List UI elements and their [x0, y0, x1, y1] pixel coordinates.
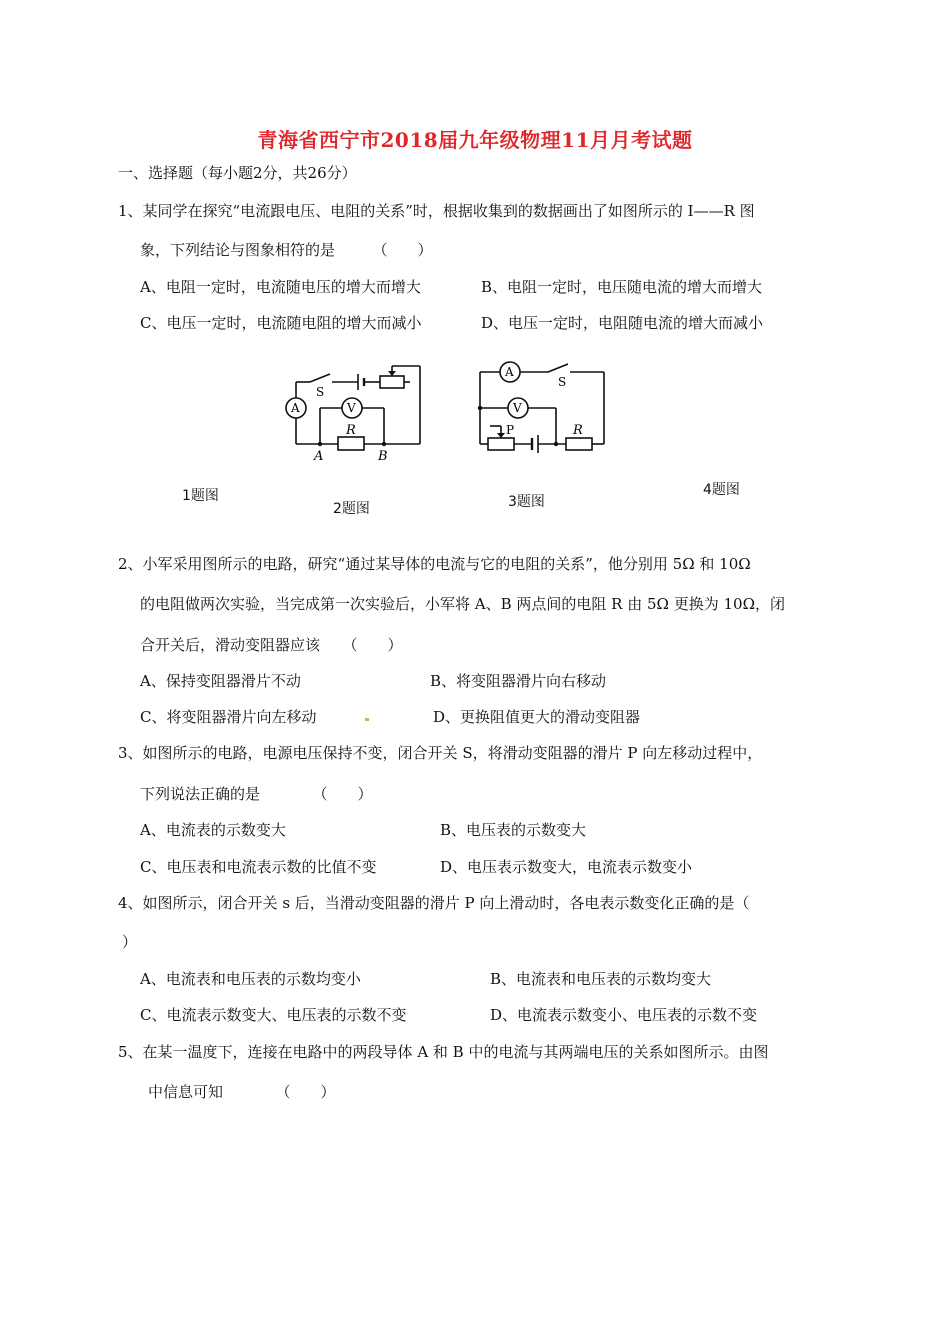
figure-3-caption: 3题图	[508, 494, 545, 510]
q3-stem-line2: 下列说法正确的是 （ ）	[140, 785, 373, 803]
q4-option-b: B、电流表和电压表的示数均变大	[490, 970, 712, 988]
q1-option-d: D、电压一定时，电阻随电流的增大而减小	[481, 314, 764, 332]
figure-1-caption: 1题图	[182, 488, 219, 504]
section-heading: 一、选择题（每小题2分，共26分）	[118, 164, 357, 182]
q4-option-a: A、电流表和电压表的示数均变小	[140, 970, 361, 988]
q2-point-b-label: B	[378, 449, 388, 464]
q1-stem-line1: 1、某同学在探究“电流跟电压、电阻的关系”时，根据收集到的数据画出了如图所示的 I——R 图	[118, 202, 755, 220]
q3-option-b: B、电压表的示数变大	[440, 821, 587, 839]
figure-2-caption: 2题图	[333, 501, 370, 517]
q2-option-a: A、保持变阻器滑片不动	[140, 672, 301, 690]
q3-circuit-diagram	[470, 356, 610, 460]
q2-circuit-diagram	[276, 360, 426, 464]
q2-ammeter-label: A	[291, 401, 300, 415]
page-title: 青海省西宁市2018届九年级物理11月月考试题	[257, 128, 693, 152]
q1-option-c: C、电压一定时，电流随电阻的增大而减小	[140, 314, 422, 332]
q2-option-d: D、更换阻值更大的滑动变阻器	[433, 708, 641, 726]
q3-voltmeter-label: V	[513, 401, 522, 415]
q2-switch-label: S	[316, 385, 325, 399]
q2-resistor-label: R	[346, 423, 356, 438]
q4-option-d: D、电流表示数变小、电压表的示数不变	[490, 1006, 758, 1024]
q3-option-a: A、电流表的示数变大	[140, 821, 286, 839]
q3-option-c: C、电压表和电流表示数的比值不变	[140, 858, 377, 876]
scan-speck	[365, 718, 369, 721]
q1-stem-line2: 象，下列结论与图象相符的是 （ ）	[140, 241, 433, 259]
q2-stem-line2: 的电阻做两次实验，当完成第一次实验后，小军将 A、B 两点间的电阻 R 由 5Ω 更换为 10Ω，闭	[140, 595, 786, 613]
q3-ammeter-label: A	[505, 365, 514, 379]
q1-option-b: B、电阻一定时，电压随电流的增大而增大	[481, 278, 763, 296]
q5-stem-line2: 中信息可知 （ ）	[148, 1083, 336, 1101]
q3-stem-line1: 3、如图所示的电路，电源电压保持不变，闭合开关 S，将滑动变阻器的滑片 P 向左移动过程中，	[118, 744, 763, 762]
q4-stem-line2: ）	[122, 933, 138, 951]
q3-switch-label: S	[558, 375, 567, 389]
q5-stem-line1: 5、在某一温度下，连接在电路中的两段导体 A 和 B 中的电流与其两端电压的关系如图所示。由图	[118, 1043, 769, 1061]
q3-resistor-label: R	[573, 423, 583, 438]
figure-4-caption: 4题图	[703, 482, 740, 498]
q2-stem-line1: 2、小军采用图所示的电路，研究“通过某导体的电流与它的电阻的关系”，他分别用 5Ω 和 10Ω	[118, 555, 751, 573]
q2-option-c: C、将变阻器滑片向左移动	[140, 708, 317, 726]
q2-option-b: B、将变阻器滑片向右移动	[430, 672, 607, 690]
q1-option-a: A、电阻一定时，电流随电压的增大而增大	[140, 278, 421, 296]
q4-option-c: C、电流表示数变大、电压表的示数不变	[140, 1006, 407, 1024]
q3-slider-label: P	[506, 423, 515, 437]
q2-voltmeter-label: V	[347, 401, 356, 415]
q2-stem-line3: 合开关后，滑动变阻器应该 （ ）	[140, 636, 403, 654]
q4-stem-line1: 4、如图所示，闭合开关 s 后，当滑动变阻器的滑片 P 向上滑动时，各电表示数变化正确的是（	[118, 894, 750, 912]
q3-option-d: D、电压表示数变大，电流表示数变小	[440, 858, 693, 876]
q2-point-a-label: A	[314, 449, 324, 464]
